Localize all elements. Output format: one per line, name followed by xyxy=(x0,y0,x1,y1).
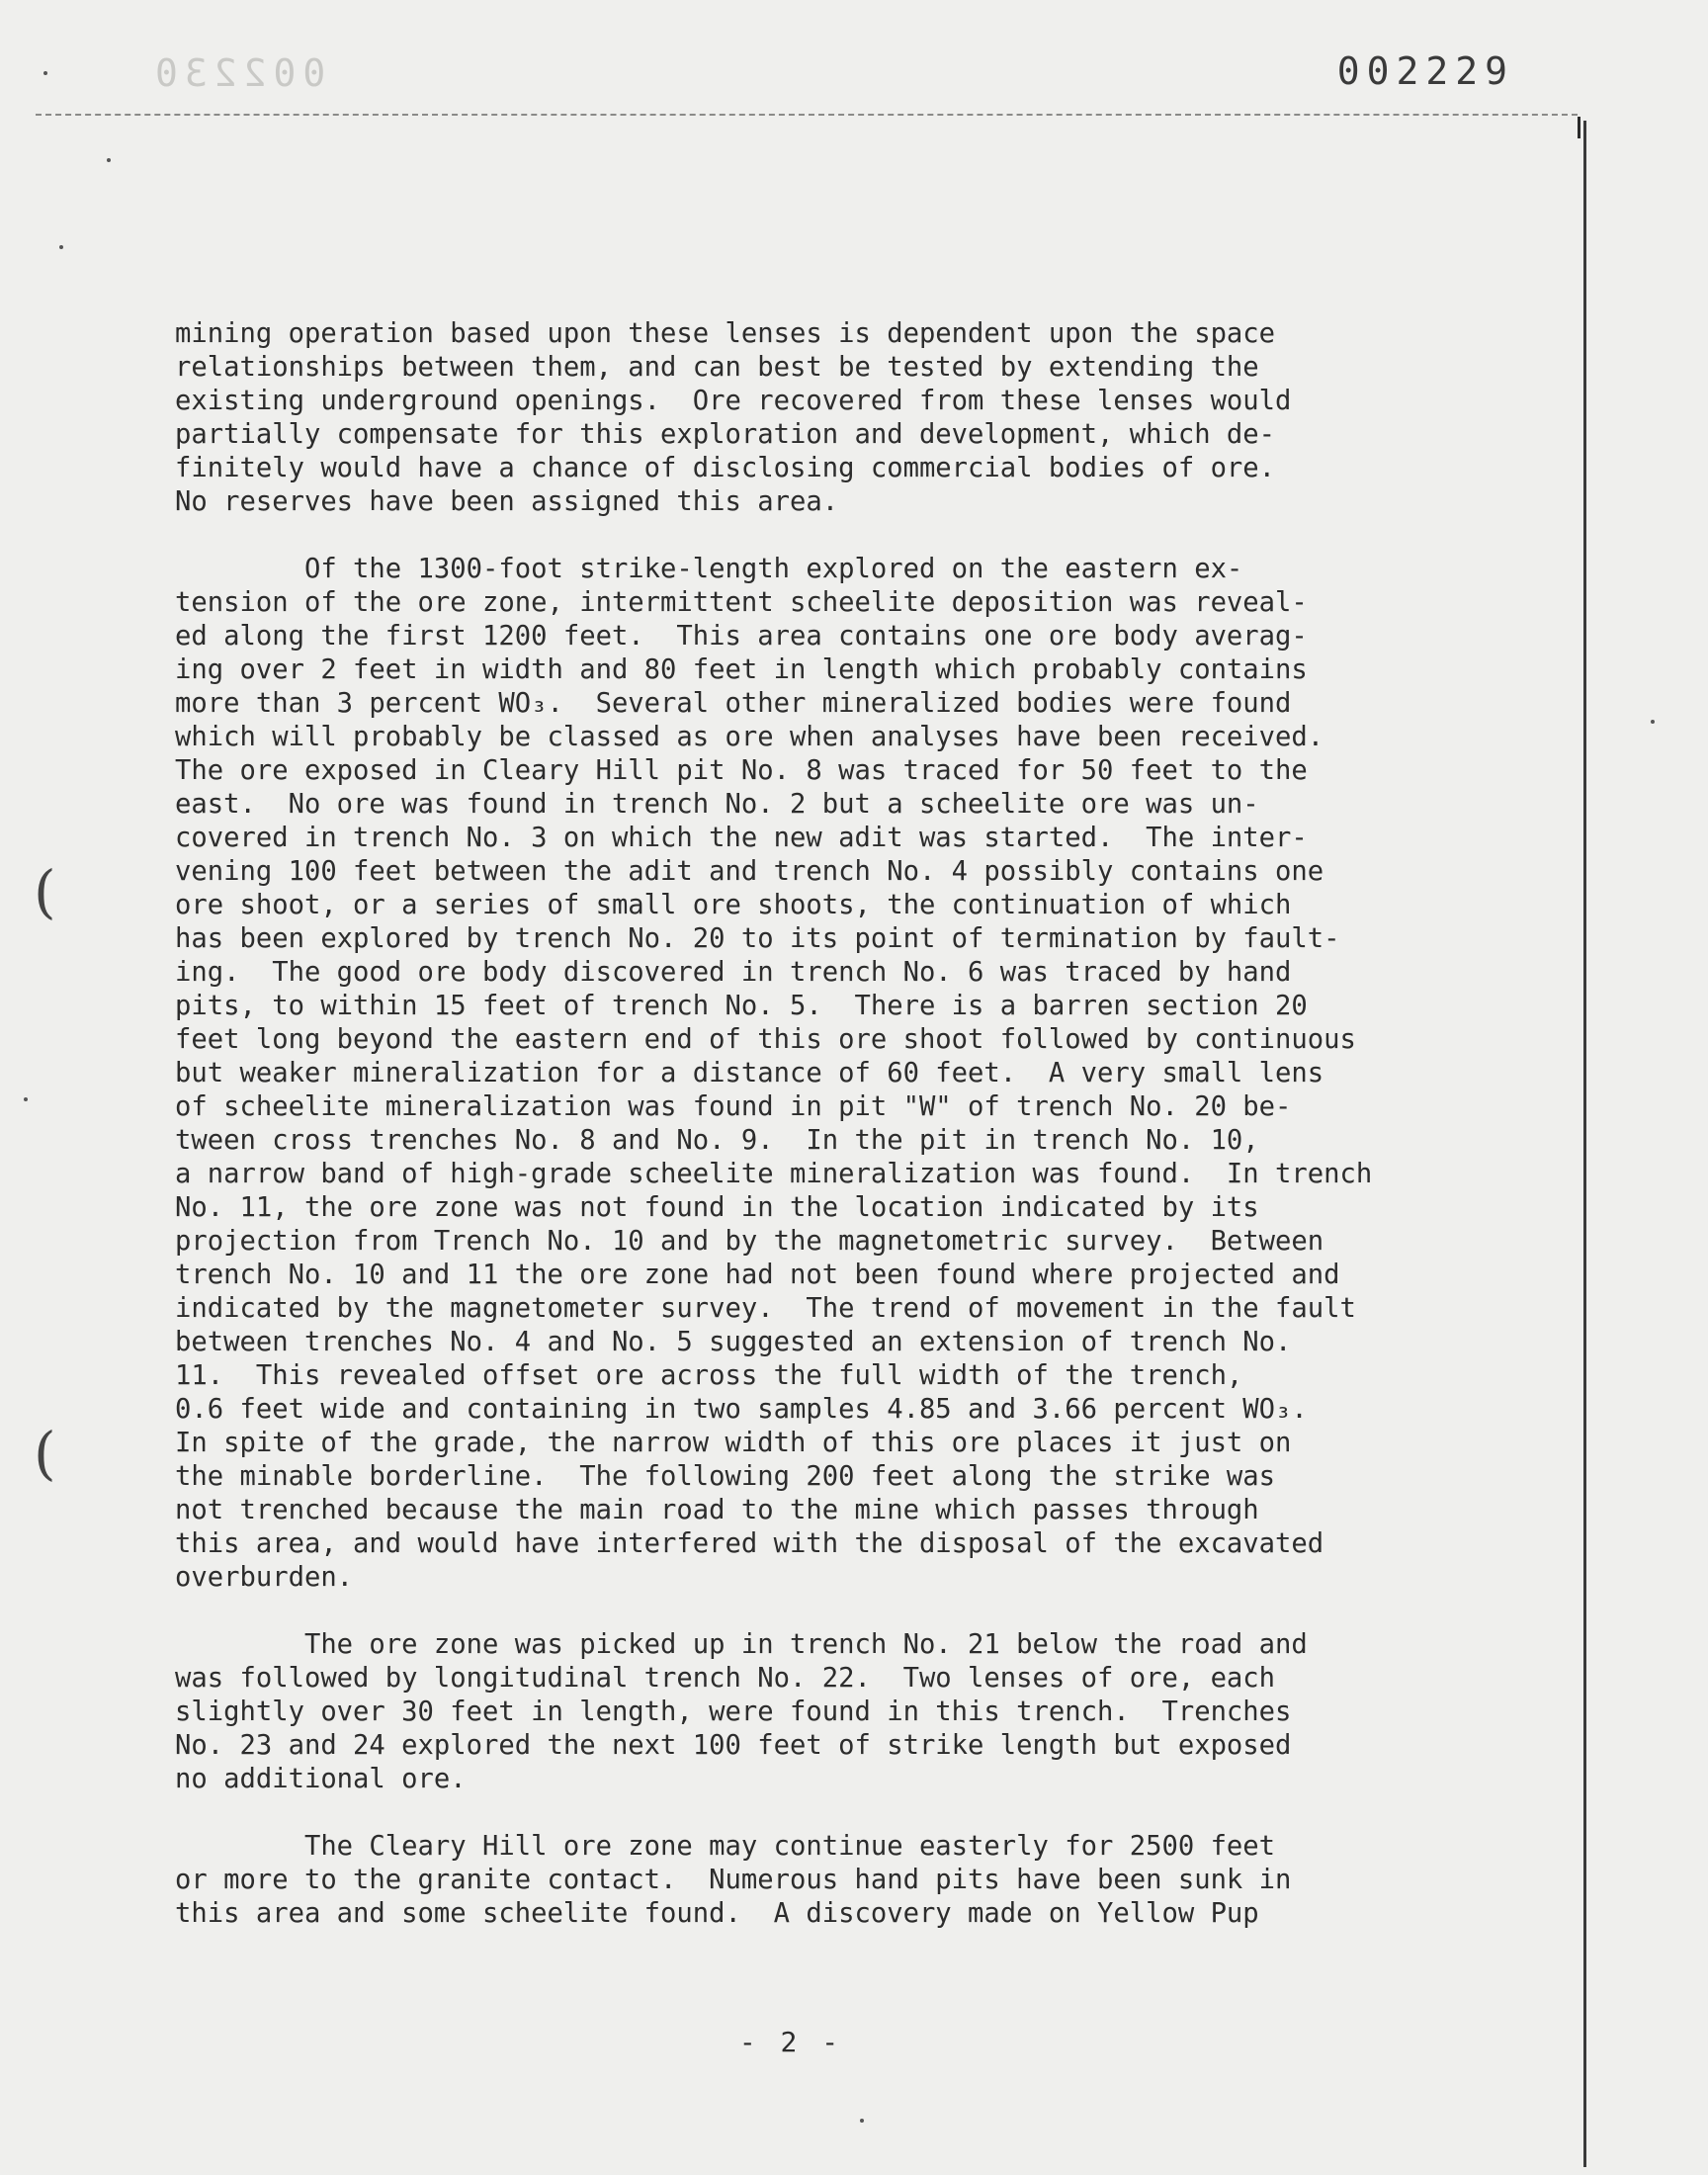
text-line: or more to the granite contact. Numerous hand pits have been sunk in xyxy=(175,1865,1292,1895)
text-line: No. 23 and 24 explored the next 100 feet of strike length but exposed xyxy=(175,1730,1292,1761)
paragraph-gap xyxy=(175,1796,1440,1830)
text-line: a narrow band of high-grade scheelite mineralization was found. In trench xyxy=(175,1159,1373,1189)
page-number: - 2 - xyxy=(738,2026,843,2058)
text-line: finitely would have a chance of disclosing commercial bodies of ore. xyxy=(175,453,1276,483)
top-rule xyxy=(36,114,1578,116)
text-line: mining operation based upon these lenses is dependent upon the space xyxy=(175,318,1276,349)
speck xyxy=(43,71,47,75)
document-number: 002229 xyxy=(1336,49,1514,93)
text-line: tension of the ore zone, intermittent scheelite deposition was reveal- xyxy=(175,587,1308,618)
speck xyxy=(24,1097,28,1101)
text-line: Of the 1300-foot strike-length explored on the eastern ex- xyxy=(175,554,1243,584)
text-line: No reserves have been assigned this area. xyxy=(175,486,839,517)
binder-hole-mark: ( xyxy=(34,1420,56,1487)
text-line: the minable borderline. The following 200 feet along the strike was xyxy=(175,1461,1276,1492)
text-line: east. No ore was found in trench No. 2 but a scheelite ore was un- xyxy=(175,789,1259,820)
text-line: 0.6 feet wide and containing in two samples 4.85 and 3.66 percent WO₃. xyxy=(175,1394,1308,1425)
page-edge-tick xyxy=(1578,117,1592,138)
text-line: ing. The good ore body discovered in trench No. 6 was traced by hand xyxy=(175,957,1292,988)
paragraph xyxy=(175,1830,1440,1931)
text-line: was followed by longitudinal trench No. 22. Two lenses of ore, each xyxy=(175,1663,1276,1694)
text-line: The ore zone was picked up in trench No. 21 below the road and xyxy=(175,1629,1308,1660)
paragraph-gap xyxy=(175,1595,1440,1628)
speck xyxy=(59,245,63,249)
text-line: ore shoot, or a series of small ore shoots, the continuation of which xyxy=(175,890,1292,920)
text-line: of scheelite mineralization was found in pit "W" of trench No. 20 be- xyxy=(175,1091,1292,1122)
text-line: No. 11, the ore zone was not found in the location indicated by its xyxy=(175,1192,1259,1223)
text-line: but weaker mineralization for a distance of 60 feet. A very small lens xyxy=(175,1058,1324,1088)
text-line: between trenches No. 4 and No. 5 suggested an extension of trench No. xyxy=(175,1327,1292,1357)
text-line: relationships between them, and can best be tested by extending the xyxy=(175,352,1259,383)
text-line: has been explored by trench No. 20 to its point of termination by fault- xyxy=(175,923,1340,954)
binder-hole-mark: ( xyxy=(34,858,56,925)
text-line: feet long beyond the eastern end of this ore shoot followed by continuous xyxy=(175,1024,1356,1055)
text-line: trench No. 10 and 11 the ore zone had not been found where projected and xyxy=(175,1260,1340,1290)
text-line: which will probably be classed as ore when analyses have been received. xyxy=(175,722,1324,752)
paragraph xyxy=(175,317,1440,519)
text-line: 11. This revealed offset ore across the full width of the trench, xyxy=(175,1360,1243,1391)
text-line: The ore exposed in Cleary Hill pit No. 8 was traced for 50 feet to the xyxy=(175,755,1308,786)
text-line: covered in trench No. 3 on which the new adit was started. The inter- xyxy=(175,823,1308,853)
text-line: ed along the first 1200 feet. This area contains one ore body averag- xyxy=(175,621,1308,652)
text-line: The Cleary Hill ore zone may continue easterly for 2500 feet xyxy=(175,1831,1276,1862)
text-line: no additional ore. xyxy=(175,1764,467,1794)
text-line: partially compensate for this exploration and development, which de- xyxy=(175,419,1276,450)
text-line: vening 100 feet between the adit and trench No. 4 possibly contains one xyxy=(175,856,1324,887)
text-line: this area and some scheelite found. A discovery made on Yellow Pup xyxy=(175,1898,1259,1929)
text-line: ing over 2 feet in width and 80 feet in length which probably contains xyxy=(175,654,1308,685)
text-line: projection from Trench No. 10 and by the magnetometric survey. Between xyxy=(175,1226,1324,1257)
text-line: tween cross trenches No. 8 and No. 9. In the pit in trench No. 10, xyxy=(175,1125,1259,1156)
text-line: overburden. xyxy=(175,1562,354,1593)
page-edge-line xyxy=(1583,121,1586,2167)
text-line: not trenched because the main road to the mine which passes through xyxy=(175,1495,1259,1525)
bleed-through-mark: 002230 xyxy=(148,51,326,95)
text-line: existing underground openings. Ore recovered from these lenses would xyxy=(175,386,1292,416)
text-line: indicated by the magnetometer survey. The trend of movement in the fault xyxy=(175,1293,1356,1324)
text-line: this area, and would have interfered with the disposal of the excavated xyxy=(175,1528,1324,1559)
paragraph-gap xyxy=(175,519,1440,553)
body-text xyxy=(175,317,1440,1931)
speck xyxy=(860,2119,864,2123)
paragraph xyxy=(175,553,1440,1595)
paragraph xyxy=(175,1628,1440,1796)
text-line: In spite of the grade, the narrow width of this ore places it just on xyxy=(175,1428,1292,1458)
speck xyxy=(1651,720,1655,724)
text-line: pits, to within 15 feet of trench No. 5. There is a barren section 20 xyxy=(175,991,1308,1021)
speck xyxy=(107,158,111,162)
text-line: more than 3 percent WO₃. Several other mineralized bodies were found xyxy=(175,688,1292,719)
text-line: slightly over 30 feet in length, were found in this trench. Trenches xyxy=(175,1696,1292,1727)
